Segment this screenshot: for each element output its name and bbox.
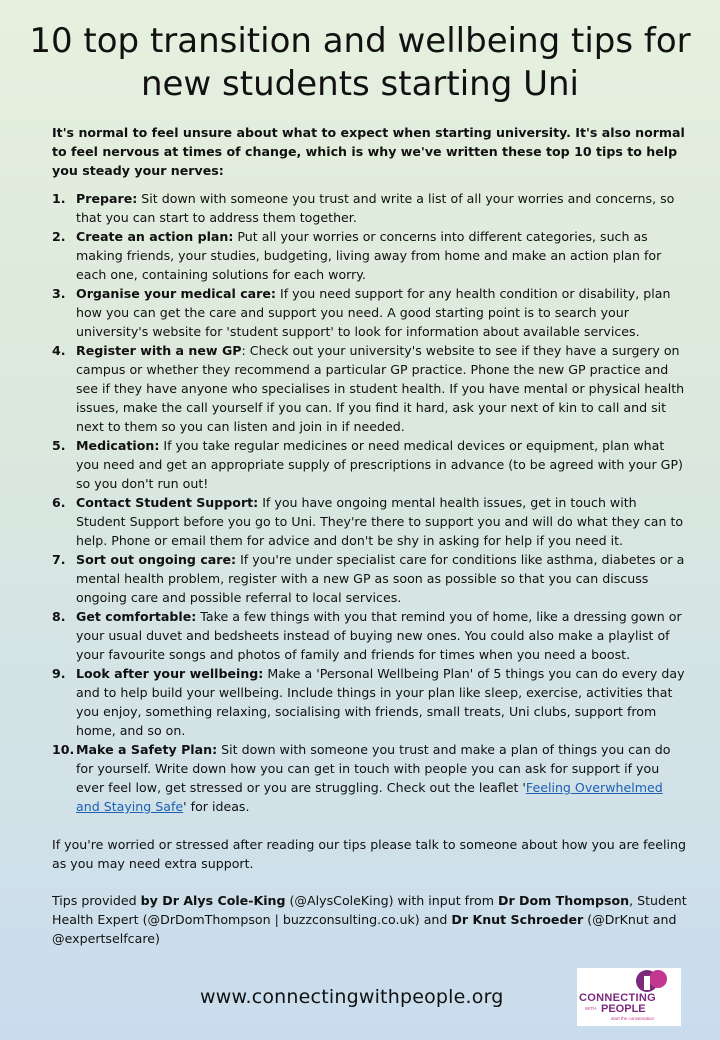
credits-author-2: Dr Dom Thompson	[497, 893, 630, 908]
credits-author-1-handle: (@AlysColeKing) with input from	[285, 893, 498, 908]
tip-text: Make a 'Personal Wellbeing Plan' of 5 things you can do every day and to help build your wellbeing. Include things in your plan like sleep, exercise, activities that you enjoy, something relaxing, socialising with friends, small treats, Uni clubs, support from home, and so on.	[76, 666, 685, 738]
logo-bubble-cutout	[644, 976, 650, 990]
tip-item-10	[52, 740, 688, 816]
tip-heading: Make a Safety Plan:	[76, 742, 218, 757]
tip-number: 6.	[52, 495, 66, 510]
tip-number: 8.	[52, 609, 66, 624]
logo-graphic	[577, 968, 681, 1026]
tip-item-6	[52, 493, 688, 550]
title-line-2: new students starting Uni	[140, 64, 580, 104]
tip-number: 10.	[52, 742, 75, 757]
website-url[interactable]: www.connectingwithpeople.org	[200, 986, 504, 1008]
tip-heading: Look after your wellbeing:	[76, 666, 264, 681]
tip-item-2	[52, 227, 688, 284]
tip-heading: Medication:	[76, 438, 160, 453]
tip-text: Sit down with someone you trust and make a plan of things you can do for yourself. Write down how you can get in touch with people you can ask for support if you ever feel low, get stressed or you are struggling. Check out the leaflet '	[76, 742, 671, 795]
tip-number: 9.	[52, 666, 66, 681]
tip-heading: Register with a new GP	[76, 343, 242, 358]
logo-text-connecting: CONNECTING	[579, 992, 656, 1004]
worried-paragraph: If you're worried or stressed after reading our tips please talk to someone about how you are feeling as you may need extra support.	[52, 837, 687, 871]
logo-text-tagline: start the conversation	[611, 1016, 655, 1021]
credits-author-2-detail: , Student Health Expert (@DrDomThompson | buzzconsulting.co.uk) and	[52, 893, 687, 927]
tip-number: 3.	[52, 286, 66, 301]
tip-number: 5.	[52, 438, 66, 453]
tip-text: If you have ongoing mental health issues, get in touch with Student Support before you go to Uni. They're there to support you and will do what they can to help. Phone or email them for advice and don't be shy in asking for help if you need it.	[76, 495, 684, 548]
credits-author-3-detail: (@DrKnut and @expertselfcare)	[52, 912, 677, 946]
intro-paragraph: It's normal to feel unsure about what to expect when starting university. It's also normal to feel nervous at times of change, which is why we've written these top 10 tips to help you steady your nerves:	[52, 125, 685, 178]
tip-text: If you're under specialist care for conditions like asthma, diabetes or a mental health problem, register with a new GP as soon as possible so that you can discuss ongoing care and possible referral to local services.	[76, 552, 685, 605]
tip-item-9	[52, 664, 688, 740]
leaflet-link[interactable]: Feeling Overwhelmed and Staying Safe	[76, 780, 663, 814]
connecting-with-people-logo	[577, 968, 681, 1026]
tip-item-8	[52, 607, 688, 664]
tip-item-1	[52, 189, 688, 227]
tip-item-7	[52, 550, 688, 607]
tip-number: 4.	[52, 343, 66, 358]
tip-heading: Sort out ongoing care:	[76, 552, 237, 567]
tip-item-4	[52, 341, 688, 436]
tip-number: 1.	[52, 191, 66, 206]
logo-text-with: WITH	[585, 1006, 597, 1011]
logo-text-people: PEOPLE	[601, 1003, 646, 1015]
tip-heading: Contact Student Support:	[76, 495, 259, 510]
tip-text: If you need support for any health condition or disability, plan how you can get the care and support you need. A good starting point is to search your university's website for 'student support' to look for information about available services.	[76, 286, 671, 339]
tip-heading: Create an action plan:	[76, 229, 234, 244]
tip-text: : Check out your university's website to see if they have a surgery on campus or whether they recommend a particular GP practice. Phone the new GP practice and see if they have anyone who specialises in student health. If you have mental or physical health issues, make the call yourself if you can. If you find it hard, ask your next of kin to call and sit next to them so you can listen and join in if needed.	[76, 343, 685, 434]
tip-heading: Prepare:	[76, 191, 138, 206]
credits-author-3: Dr Knut Schroeder	[451, 912, 584, 927]
tips-list	[52, 189, 688, 816]
credits-paragraph	[52, 891, 688, 948]
main-content	[52, 123, 688, 948]
credits-prefix: Tips provided	[52, 893, 141, 908]
tip-text-end: ' for ideas.	[183, 799, 250, 814]
tip-number: 7.	[52, 552, 66, 567]
tip-text: Take a few things with you that remind you of home, like a dressing gown or your usual duvet and bedsheets instead of buying new ones. You could also make a playlist of your favourite songs and photos of family and friends for times when you need a boost.	[76, 609, 682, 662]
tip-number: 2.	[52, 229, 66, 244]
tip-heading: Get comfortable:	[76, 609, 197, 624]
tip-text: If you take regular medicines or need medical devices or equipment, plan what you need and get an appropriate supply of prescriptions in advance (to be agreed with your GP) so you don't run out!	[76, 438, 683, 491]
title-line-1: 10 top transition and wellbeing tips for	[29, 21, 691, 61]
tip-item-3	[52, 284, 688, 341]
tip-heading: Organise your medical care:	[76, 286, 276, 301]
tip-text: Put all your worries or concerns into different categories, such as making friends, your studies, budgeting, living away from home and make an action plan for each one, containing solutions for each worry.	[76, 229, 662, 282]
logo-bubble-magenta	[649, 970, 667, 988]
page-title	[0, 20, 720, 106]
credits-author-1: by Dr Alys Cole-King	[140, 893, 286, 908]
tip-text: Sit down with someone you trust and write a list of all your worries and concerns, so that you can start to address them together.	[76, 191, 675, 225]
tip-item-5	[52, 436, 688, 493]
